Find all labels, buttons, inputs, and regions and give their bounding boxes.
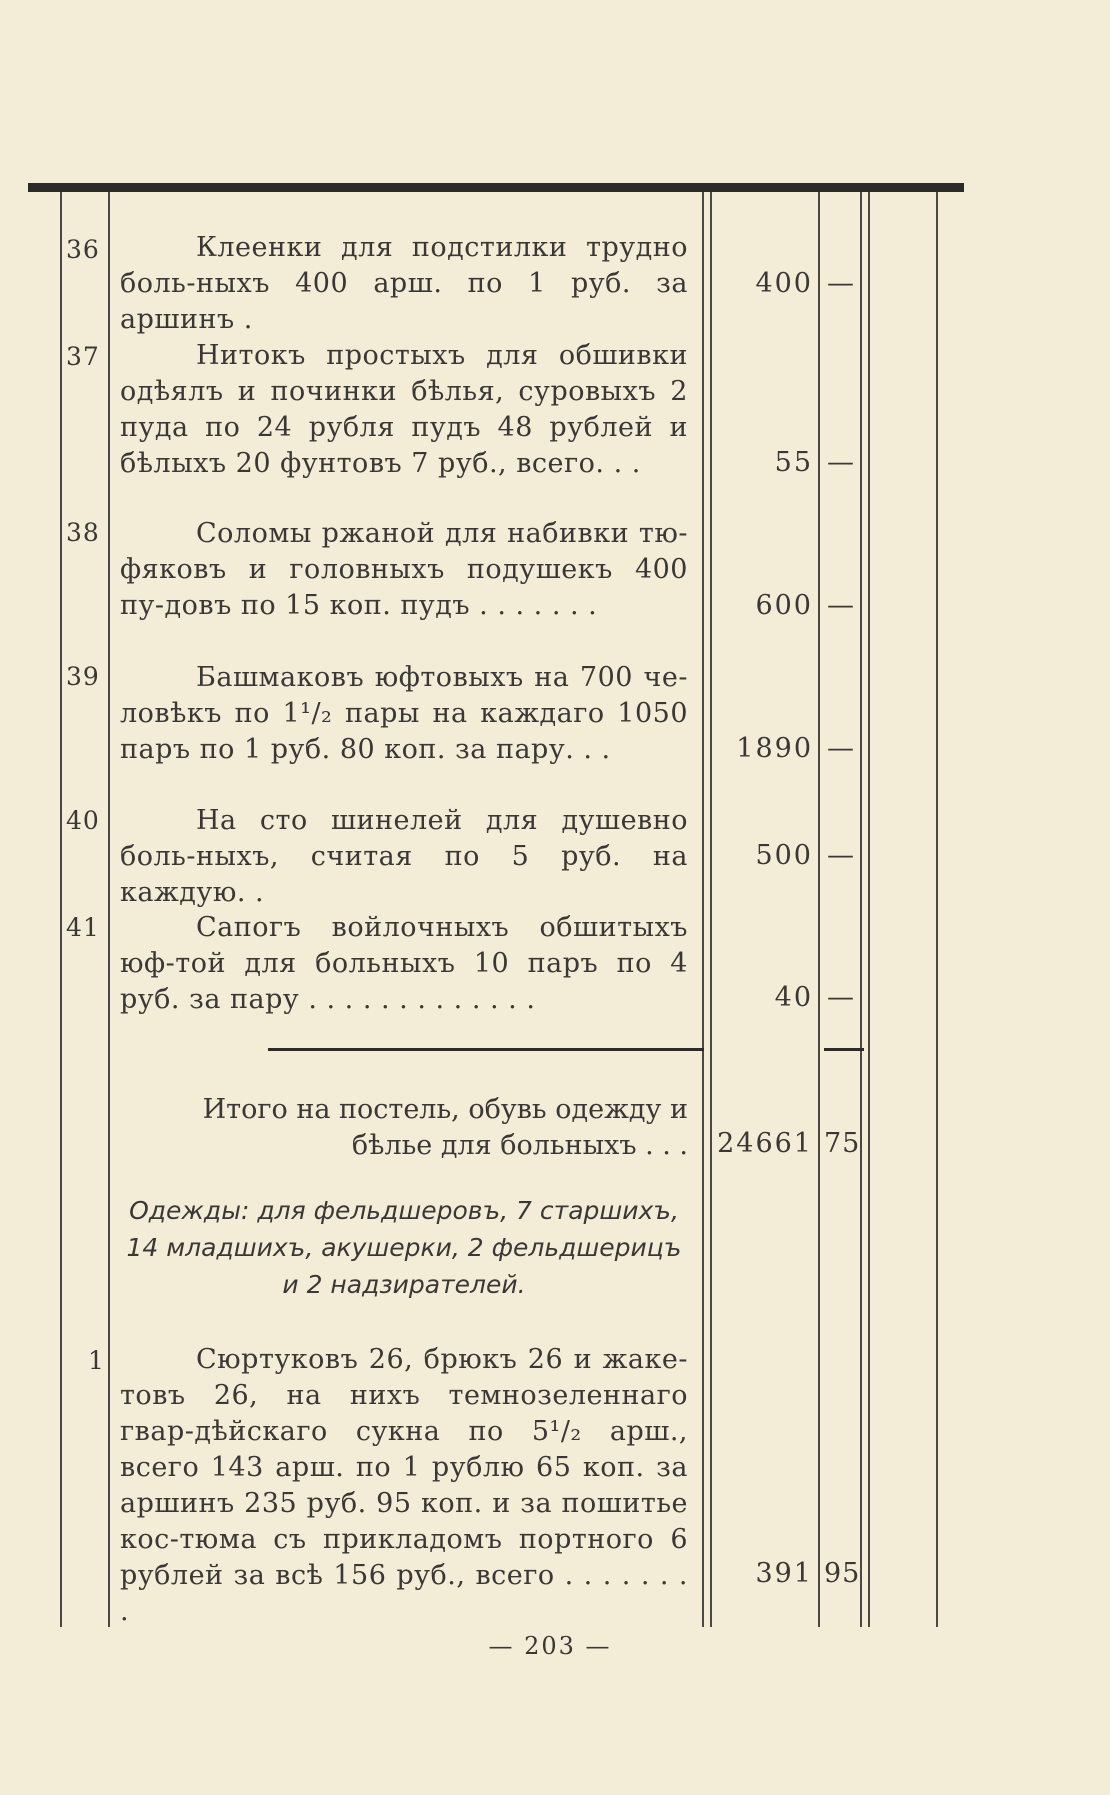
description-column-line-2 <box>710 192 712 1627</box>
row-rubles: 600 <box>755 590 813 621</box>
description-column-line <box>702 192 704 1627</box>
number-column-line <box>108 192 110 1627</box>
top-rule <box>28 183 964 192</box>
row-description: Башмаковъ юфтовыхъ на 700 че-ловѣкъ по 1¹/₂ пары на каждаго 1050 паръ по 1 руб. 80 коп. за пару. . . <box>120 662 688 765</box>
row-number: 39 <box>66 662 100 691</box>
row-kopecks: — <box>827 733 855 764</box>
rubles-column-line <box>818 192 820 1627</box>
row-description: Клеенки для подстилки трудно боль-ныхъ 400 арш. по 1 руб. за аршинъ . <box>120 232 688 335</box>
row-description: Нитокъ простыхъ для обшивки одѣялъ и починки бѣлья, суровыхъ 2 пуда по 24 рубля пудъ 48 рублей и бѣлыхъ 20 фунтовъ 7 руб., всего. . . <box>120 340 688 479</box>
row-rubles: 391 <box>755 1558 813 1589</box>
row-kopecks: — <box>827 840 855 871</box>
kopecks-column-line <box>860 192 862 1627</box>
section-heading: Одежды: для фельдшеровъ, 7 старшихъ, 14 младшихъ, акушерки, 2 фельдшерицъ и 2 надзирателей. <box>126 1196 682 1299</box>
right-border <box>868 192 870 1627</box>
row-kopecks: — <box>827 982 855 1013</box>
row-rubles: 40 <box>774 982 813 1013</box>
left-border <box>60 192 62 1627</box>
total-label: Итого на постель, обувь одежду и бѣлье для больныхъ . . . <box>202 1094 688 1161</box>
row-number: 38 <box>66 518 100 547</box>
row-rubles: 400 <box>755 268 813 299</box>
total-rule <box>268 1048 704 1051</box>
total-rule-kopecks <box>824 1048 864 1051</box>
row-number: 37 <box>66 342 100 371</box>
row-kopecks: — <box>827 447 855 478</box>
row-kopecks: — <box>827 590 855 621</box>
total-rubles: 24661 <box>717 1128 813 1159</box>
total-kopecks: 75 <box>824 1128 861 1159</box>
row-kopecks: — <box>827 268 855 299</box>
row-number: 40 <box>66 806 100 835</box>
row-description: Сапогъ войлочныхъ обшитыхъ юф-той для больныхъ 10 паръ по 4 руб. за пару . . . . . . . . . . . . . <box>120 912 688 1015</box>
row-description: Сюртуковъ 26, брюкъ 26 и жаке-товъ 26, на нихъ темнозеленнаго гвар-дѣйскаго сукна по 5¹/₂ арш., всего 143 арш. по 1 рублю 65 коп. за аршинъ 235 руб. 95 коп. и за пошитье кос-тюма съ прикладомъ портного 6 рублей за всѣ 156 руб., всего . . . . . . . . <box>120 1344 688 1627</box>
outer-right-border <box>936 192 938 1627</box>
row-number: 36 <box>66 235 100 264</box>
row-number: 41 <box>66 913 100 942</box>
page-number: — 203 — <box>488 1632 612 1660</box>
row-rubles: 55 <box>774 447 813 478</box>
row-description: На сто шинелей для душевно боль-ныхъ, считая по 5 руб. на каждую. . <box>120 805 688 908</box>
row-number: 1 <box>88 1346 105 1375</box>
row-description: Соломы ржаной для набивки тю-фяковъ и головныхъ подушекъ 400 пу-довъ по 15 коп. пудъ . . . . . . . <box>120 518 688 621</box>
row-rubles: 500 <box>755 840 813 871</box>
row-rubles: 1890 <box>736 733 813 764</box>
row-kopecks: 95 <box>824 1558 861 1589</box>
